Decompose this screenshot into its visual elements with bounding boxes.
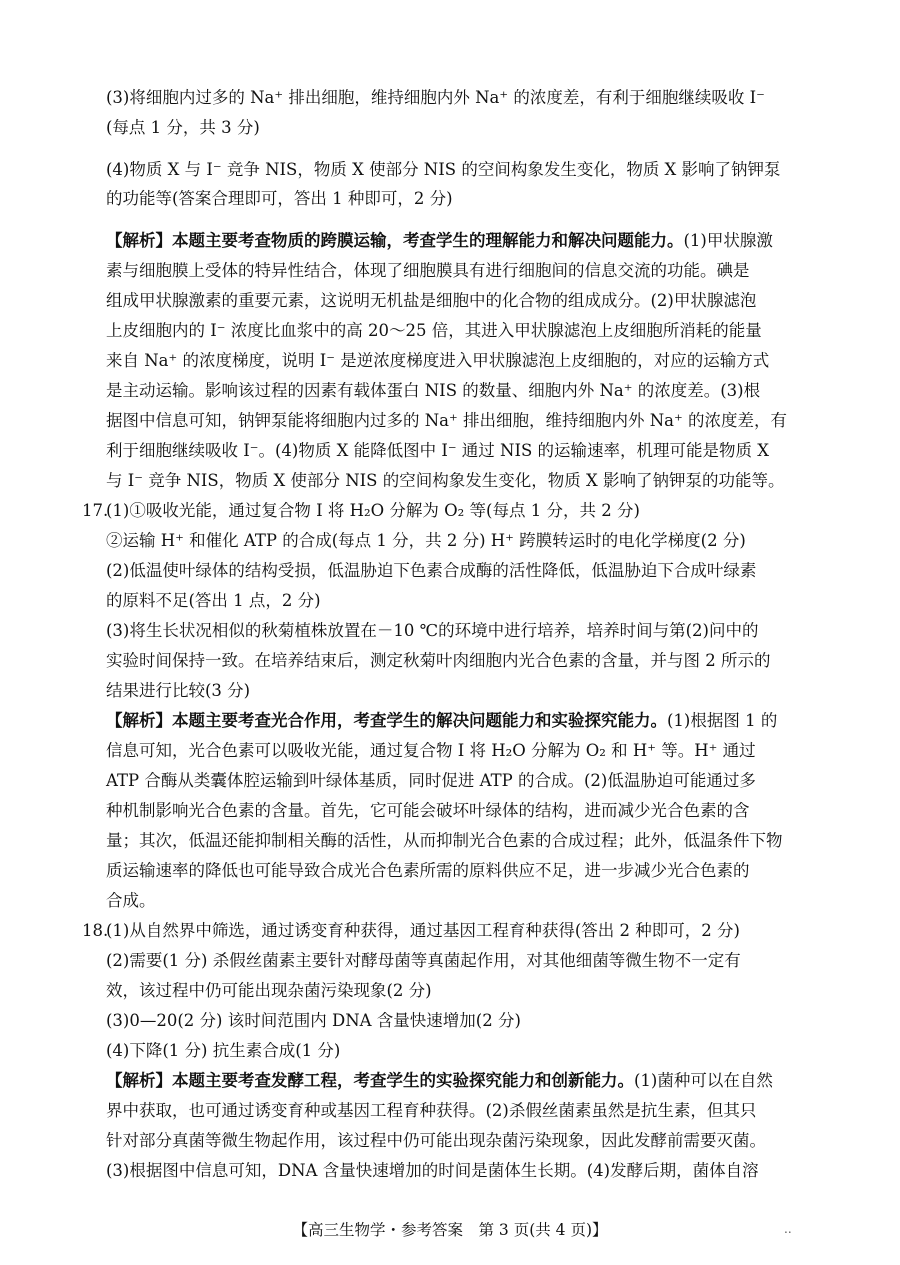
text-line: (1)从自然界中筛选，通过诱变育种获得，通过基因工程育种获得(答出 2 种即可，2 分) <box>106 921 740 940</box>
text-line: (每点 1 分，共 3 分) <box>106 118 260 137</box>
analysis-text: (1)根据图 1 的 <box>667 711 778 730</box>
analysis-summary: 本题主要考查发酵工程，考查学生的实验探究能力和创新能力。 <box>172 1071 634 1090</box>
analysis-heading-18 <box>106 1066 773 1096</box>
text-line: 合成。 <box>106 891 156 910</box>
question-number: 17. <box>82 501 109 520</box>
text-line: 组成甲状腺激素的重要元素，这说明无机盐是细胞中的化合物的组成成分。(2)甲状腺滤泡 <box>106 291 757 310</box>
text-line: (3)0—20(2 分) 该时间范围内 DNA 含量快速增加(2 分) <box>106 1011 521 1030</box>
text-line: 种机制影响光合色素的含量。首先，它可能会破坏叶绿体的结构，进而减少光合色素的含 <box>106 801 750 820</box>
text-line: 效，该过程中仍可能出现杂菌污染现象(2 分) <box>106 981 432 1000</box>
text-line: 利于细胞继续吸收 I⁻。(4)物质 X 能降低图中 I⁻ 通过 NIS 的运输速率，机理可能是物质 X <box>106 441 770 460</box>
analysis-tag: 【解析】 <box>106 231 172 250</box>
text-line: ATP 合酶从类囊体腔运输到叶绿体基质，同时促进 ATP 的合成。(2)低温胁迫可能通过多 <box>106 771 756 790</box>
text-line: 的原料不足(答出 1 点，2 分) <box>106 591 321 610</box>
text-line: (1)①吸收光能，通过复合物 Ⅰ 将 H₂O 分解为 O₂ 等(每点 1 分，共 2 分) <box>106 501 640 520</box>
text-line: 是主动运输。影响该过程的因素有载体蛋白 NIS 的数量、细胞内外 Na⁺ 的浓度差。(3)根 <box>106 381 761 400</box>
text-line: 量；其次，低温还能抑制相关酶的活性，从而抑制光合色素的合成过程；此外，低温条件下物 <box>106 831 783 850</box>
text-line: (4)物质 X 与 I⁻ 竞争 NIS，物质 X 使部分 NIS 的空间构象发生变化，物质 X 影响了钠钾泵 <box>106 160 781 179</box>
analysis-summary: 本题主要考查光合作用，考查学生的解决问题能力和实验探究能力。 <box>172 711 667 730</box>
text-line: 与 I⁻ 竞争 NIS，物质 X 使部分 NIS 的空间构象发生变化，物质 X 影响了钠钾泵的功能等。 <box>106 471 785 490</box>
text-line: (4)下降(1 分) 抗生素合成(1 分) <box>106 1041 341 1060</box>
analysis-heading-17 <box>106 706 777 736</box>
analysis-summary: 本题主要考查物质的跨膜运输，考查学生的理解能力和解决问题能力。 <box>172 231 684 250</box>
text-line: ②运输 H⁺ 和催化 ATP 的合成(每点 1 分，共 2 分) H⁺ 跨膜转运时的电化学梯度(2 分) <box>106 531 746 550</box>
text-line: (2)需要(1 分) 杀假丝菌素主要针对酵母菌等真菌起作用，对其他细菌等微生物不一定有 <box>106 951 741 970</box>
text-line: 质运输速率的降低也可能导致合成光合色素所需的原料供应不足，进一步减少光合色素的 <box>106 861 750 880</box>
text-line: (3)将生长状况相似的秋菊植株放置在－10 ℃的环境中进行培养，培养时间与第(2)问中的 <box>106 621 759 640</box>
analysis-text: (1)甲状腺激 <box>683 231 773 250</box>
text-line: 实验时间保持一致。在培养结束后，测定秋菊叶肉细胞内光合色素的含量，并与图 2 所示的 <box>106 651 771 670</box>
text-line: 上皮细胞内的 I⁻ 浓度比血浆中的高 20～25 倍，其进入甲状腺滤泡上皮细胞所消耗的能量 <box>106 321 762 340</box>
text-line: 界中获取，也可通过诱变育种或基因工程育种获得。(2)杀假丝菌素虽然是抗生素，但其只 <box>106 1101 757 1120</box>
analysis-heading-16 <box>106 226 773 256</box>
text-line: (2)低温使叶绿体的结构受损，低温胁迫下色素合成酶的活性降低，低温胁迫下合成叶绿素 <box>106 561 757 580</box>
footer-mark: .. <box>784 1222 792 1236</box>
text-line: 据图中信息可知，钠钾泵能将细胞内过多的 Na⁺ 排出细胞，维持细胞内外 Na⁺ 的浓度差，有 <box>106 411 787 430</box>
text-line: 结果进行比较(3 分) <box>106 681 251 700</box>
text-line: 信息可知，光合色素可以吸收光能，通过复合物 Ⅰ 将 H₂O 分解为 O₂ 和 H⁺ 等。H⁺ 通过 <box>106 741 756 760</box>
text-line: (3)根据图中信息可知，DNA 含量快速增加的时间是菌体生长期。(4)发酵后期，菌体自溶 <box>106 1161 759 1180</box>
analysis-tag: 【解析】 <box>106 711 172 730</box>
page-footer: 【高三生物学・参考答案 第 3 页(共 4 页)】 <box>292 1221 608 1239</box>
text-line: 的功能等(答案合理即可，答出 1 种即可，2 分) <box>106 189 453 208</box>
analysis-tag: 【解析】 <box>106 1071 172 1090</box>
analysis-text: (1)菌种可以在自然 <box>634 1071 773 1090</box>
text-line: (3)将细胞内过多的 Na⁺ 排出细胞，维持细胞内外 Na⁺ 的浓度差，有利于细胞继续吸收 I⁻ <box>106 88 765 107</box>
question-number: 18. <box>82 921 109 940</box>
text-line: 针对部分真菌等微生物起作用，该过程中仍可能出现杂菌污染现象，因此发酵前需要灭菌。 <box>106 1131 766 1150</box>
text-line: 来自 Na⁺ 的浓度梯度，说明 I⁻ 是逆浓度梯度进入甲状腺滤泡上皮细胞的，对应的运输方式 <box>106 351 770 370</box>
text-line: 素与细胞膜上受体的特异性结合，体现了细胞膜具有进行细胞间的信息交流的功能。碘是 <box>106 261 750 280</box>
